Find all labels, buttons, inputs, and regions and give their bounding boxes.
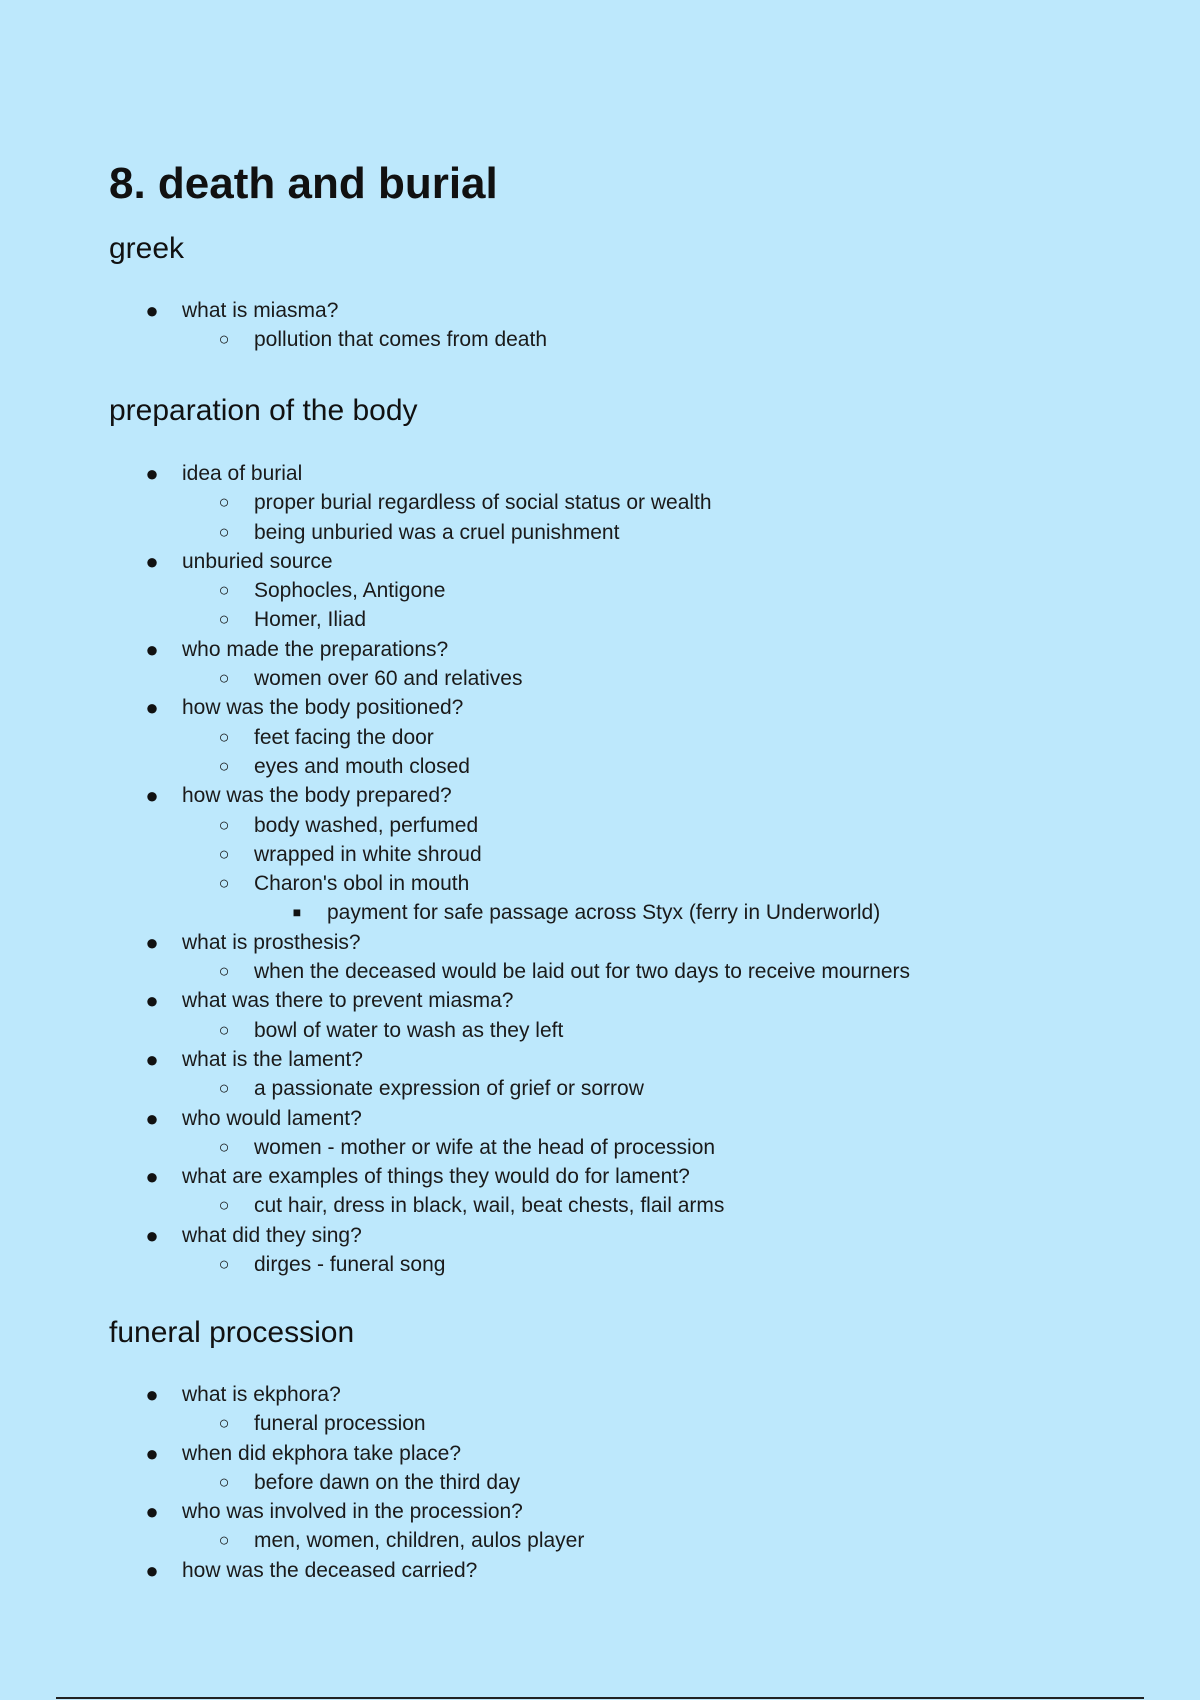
list-item-text: men, women, children, aulos player	[254, 1529, 585, 1553]
list-item	[109, 518, 910, 547]
list-item-text: payment for safe passage across Styx (ferry in Underworld)	[327, 901, 881, 925]
bullet-disc-icon: ●	[145, 1382, 159, 1407]
list-item-text: who would lament?	[182, 1106, 362, 1130]
list-item	[109, 1104, 910, 1133]
list-item	[109, 296, 547, 325]
list-item	[109, 1016, 910, 1045]
section-heading-preparation: preparation of the body	[109, 394, 418, 427]
list-item-text: being unburied was a cruel punishment	[254, 520, 620, 544]
section-list	[109, 459, 910, 1279]
list-item	[109, 605, 910, 634]
list-item	[109, 488, 910, 517]
bullet-circle-icon: ○	[218, 873, 230, 894]
page-title: 8. death and burial	[109, 159, 498, 208]
section-list	[109, 1380, 584, 1585]
bullet-disc-icon: ●	[145, 1499, 159, 1525]
bullet-circle-icon: ○	[218, 1195, 230, 1216]
list-item	[109, 1191, 910, 1220]
list-item	[109, 576, 910, 605]
bullet-disc-icon: ●	[145, 929, 159, 955]
list-item-text: what is ekphora?	[182, 1383, 341, 1406]
list-item-text: when did ekphora take place?	[182, 1441, 462, 1465]
bullet-circle-icon: ○	[218, 961, 230, 982]
section-list	[109, 296, 547, 355]
list-item-text: what is prosthesis?	[182, 930, 361, 954]
bullet-square-icon: ■	[292, 904, 302, 921]
bullet-disc-icon: ●	[145, 461, 159, 486]
bullet-disc-icon: ●	[145, 1222, 159, 1248]
list-item	[109, 1380, 584, 1409]
list-item-text: when the deceased would be laid out for two days to receive mourners	[254, 960, 911, 984]
section-heading-greek: greek	[109, 232, 185, 265]
bullet-disc-icon: ●	[145, 1164, 159, 1190]
list-item	[109, 840, 910, 869]
list-item	[109, 723, 910, 752]
list-item-text: before dawn on the third day	[254, 1470, 521, 1494]
list-item	[109, 1468, 584, 1497]
list-item-text: what is the lament?	[182, 1047, 363, 1071]
list-item-text: bowl of water to wash as they left	[254, 1018, 564, 1042]
list-item-text: how was the deceased carried?	[182, 1558, 478, 1582]
bullet-disc-icon: ●	[145, 1105, 159, 1131]
bullet-disc-icon: ●	[145, 636, 159, 662]
bullet-disc-icon: ●	[145, 1046, 159, 1072]
bullet-circle-icon: ○	[218, 492, 230, 513]
bullet-disc-icon: ●	[145, 988, 159, 1014]
list-item-text: women over 60 and relatives	[254, 667, 523, 691]
bullet-disc-icon: ●	[145, 1557, 159, 1583]
bullet-disc-icon: ●	[145, 298, 159, 323]
list-item-text: who made the preparations?	[182, 637, 449, 661]
bullet-disc-icon: ●	[145, 783, 159, 809]
bullet-circle-icon: ○	[218, 1136, 230, 1157]
list-item	[109, 1409, 584, 1438]
list-item-text: eyes and mouth closed	[254, 754, 470, 778]
list-item	[109, 898, 910, 927]
list-item-text: what are examples of things they would do for lament?	[182, 1165, 690, 1189]
bullet-disc-icon: ●	[145, 548, 159, 574]
list-item-text: cut hair, dress in black, wail, beat chests, flail arms	[254, 1194, 725, 1218]
page-divider	[56, 1697, 1144, 1699]
bullet-circle-icon: ○	[218, 1078, 230, 1099]
list-item-text: Homer, Iliad	[254, 608, 367, 632]
list-item	[109, 957, 910, 986]
list-item-text: body washed, perfumed	[254, 813, 479, 837]
list-item-text: pollution that comes from death	[254, 328, 547, 352]
list-item-text: unburied source	[182, 549, 333, 573]
list-item-text: idea of burial	[182, 462, 303, 485]
list-item	[109, 325, 547, 354]
list-item	[109, 1556, 584, 1585]
list-item	[109, 1221, 910, 1250]
list-item	[109, 869, 910, 898]
list-item-text: wrapped in white shroud	[254, 842, 482, 866]
bullet-disc-icon: ●	[145, 1440, 159, 1466]
list-item	[109, 547, 910, 576]
bullet-circle-icon: ○	[218, 609, 230, 630]
bullet-circle-icon: ○	[218, 843, 230, 864]
list-item-text: proper burial regardless of social status or wealth	[254, 491, 712, 515]
bullet-circle-icon: ○	[218, 521, 230, 542]
list-item	[109, 1074, 910, 1103]
list-item-text: dirges - funeral song	[254, 1253, 446, 1277]
list-item	[109, 1250, 910, 1279]
bullet-circle-icon: ○	[218, 726, 230, 747]
list-item-text: what was there to prevent miasma?	[182, 989, 514, 1013]
list-item	[109, 1439, 584, 1468]
bullet-circle-icon: ○	[218, 1019, 230, 1040]
list-item	[109, 928, 910, 957]
list-item	[109, 693, 910, 722]
list-item-text: Charon's obol in mouth	[254, 872, 470, 896]
list-item-text: what is miasma?	[182, 299, 339, 322]
bullet-circle-icon: ○	[218, 1530, 230, 1551]
list-item	[109, 811, 910, 840]
list-item	[109, 1497, 584, 1526]
list-item	[109, 1045, 910, 1074]
list-item-text: what did they sing?	[182, 1223, 362, 1247]
list-item-text: Sophocles, Antigone	[254, 579, 446, 603]
list-item	[109, 1133, 910, 1162]
list-item	[109, 752, 910, 781]
bullet-circle-icon: ○	[218, 1413, 230, 1434]
bullet-circle-icon: ○	[218, 755, 230, 776]
list-item	[109, 635, 910, 664]
bullet-circle-icon: ○	[218, 1254, 230, 1275]
list-item-text: funeral procession	[254, 1412, 426, 1436]
bullet-circle-icon: ○	[218, 1471, 230, 1492]
list-item-text: women - mother or wife at the head of procession	[254, 1135, 716, 1159]
bullet-circle-icon: ○	[218, 814, 230, 835]
list-item-text: how was the body prepared?	[182, 784, 452, 808]
bullet-circle-icon: ○	[218, 580, 230, 601]
list-item	[109, 1162, 910, 1191]
bullet-circle-icon: ○	[218, 668, 230, 689]
bullet-circle-icon: ○	[218, 329, 230, 350]
list-item	[109, 986, 910, 1015]
section-heading-procession: funeral procession	[109, 1316, 355, 1349]
list-item-text: a passionate expression of grief or sorrow	[254, 1077, 644, 1101]
list-item-text: who was involved in the procession?	[182, 1500, 523, 1524]
list-item-text: how was the body positioned?	[182, 696, 464, 720]
list-item-text: feet facing the door	[254, 725, 434, 749]
list-item	[109, 781, 910, 810]
list-item	[109, 459, 910, 488]
bullet-disc-icon: ●	[145, 695, 159, 721]
list-item	[109, 664, 910, 693]
list-item	[109, 1526, 584, 1555]
